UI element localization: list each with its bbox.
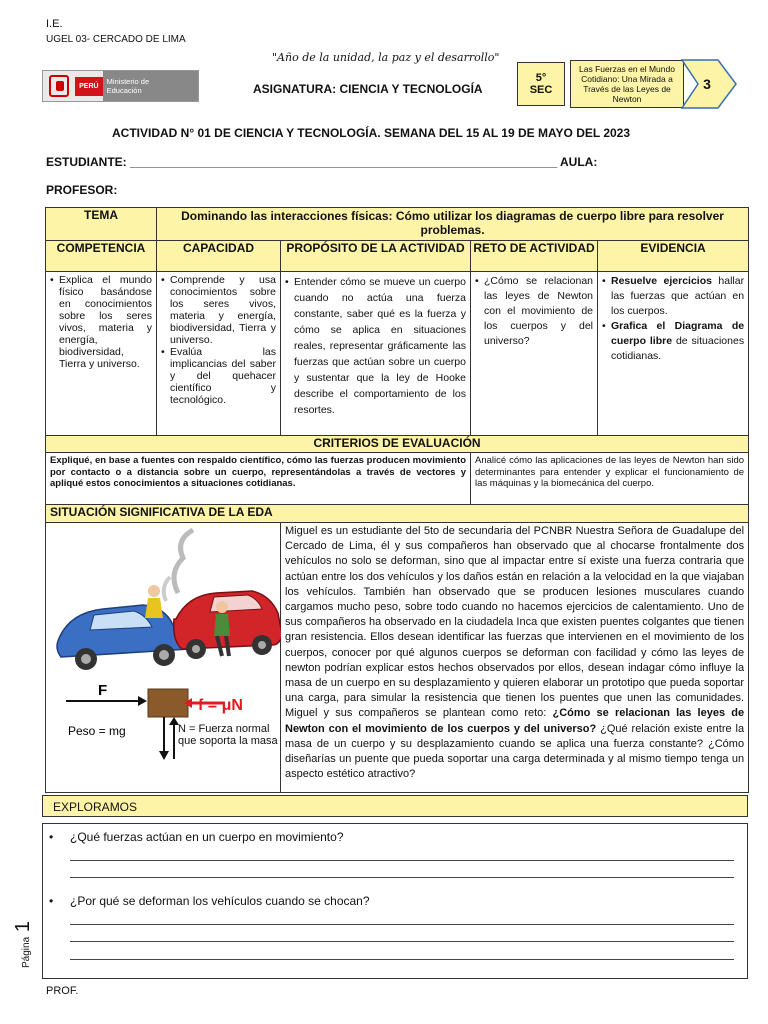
page-label: Página — [21, 936, 32, 968]
evidencia-item-2 — [602, 319, 744, 364]
header-proposito: PROPÓSITO DE LA ACTIVIDAD — [281, 241, 471, 272]
diagram-f-label: F — [98, 682, 108, 699]
header-competencia: COMPETENCIA — [46, 241, 157, 272]
page-indicator — [12, 921, 35, 968]
capacidad-cell — [157, 272, 281, 436]
logo-peru-text: PERÚ — [75, 77, 102, 96]
evidencia-1-rest: hallar las fuerzas que actúan en los cuerpos. — [611, 275, 745, 317]
peru-shield-icon — [49, 75, 69, 97]
section-value: SEC — [529, 84, 553, 96]
answer-line[interactable] — [70, 877, 734, 878]
activity-table — [45, 207, 749, 793]
diagram-weight-label: Peso = mg — [68, 724, 126, 738]
header-capacidad: CAPACIDAD — [157, 241, 281, 272]
proposito-cell — [281, 272, 471, 436]
situacion-illustration — [46, 523, 281, 793]
ugel-label: UGEL 03- CERCADO DE LIMA — [46, 34, 186, 45]
question-1: ¿Qué fuerzas actúan en un cuerpo en movimiento? — [70, 830, 344, 844]
question-bullet: • — [49, 830, 54, 844]
reto-text: • ¿Cómo se relacionan las leyes de Newton con el movimiento de los cuerpos y del universo? — [475, 274, 593, 349]
ministry-logo — [42, 70, 199, 102]
question-2: ¿Por qué se deforman los vehículos cuando se chocan? — [70, 894, 370, 908]
situacion-text-bold: ¿Cómo se relacionan las leyes de Newton con el movimiento de los cuerpos y del universo? — [285, 707, 745, 735]
unit-number: 3 — [703, 76, 711, 92]
competencia-text: • Explica el mundo físico basándose en conocimientos sobre los seres vivos, materia y energía, biodiversidad, Tierra y universo. — [50, 274, 152, 370]
criterio-2: Analicé cómo las aplicaciones de las leyes de Newton han sido determinantes para entender y explicar el funcionamiento de las máquinas y la biomecánica del cuerpo. — [471, 453, 749, 505]
situacion-text-b: ¿Qué relación existe entre la masa de un cuerpo y su desplazamiento cuando se aplica una fuerza constante? ¿Cómo diseñarías un puente que pueda soportar una carga determinada y al mismo tiempo tenga un aspecto estético atractivo? — [285, 722, 745, 781]
criterio-1: Expliqué, en base a fuentes con respaldo científico, cómo las fuerzas producen movimiento por contacto o a distancia sobre un cuerpo, representándolas a través de vectores y apliqué estos conocimientos a situaciones cotidianas. — [46, 453, 471, 505]
grade-value: 5° — [535, 72, 547, 84]
reto-cell — [471, 272, 598, 436]
diagram-normal-label: N = Fuerza normal que soporta la masa — [178, 723, 278, 747]
car-crash-illustration — [46, 523, 281, 789]
evidencia-2-rest: de situaciones cotidianas. — [611, 335, 745, 362]
tema-label: TEMA — [46, 208, 157, 241]
school-label: I.E. — [46, 18, 63, 30]
year-motto: "Año de la unidad, la paz y el desarrollo" — [272, 51, 500, 64]
criterios-label: CRITERIOS DE EVALUACIÓN — [46, 436, 749, 453]
evidencia-item-1 — [602, 274, 744, 319]
page-number: 1 — [12, 920, 34, 933]
evidencia-2-bold: Grafica el Diagrama de cuerpo libre — [611, 320, 745, 347]
capacidad-item: • Evalúa las implicancias del saber y del quehacer científico y tecnológico. — [161, 346, 276, 406]
answer-line[interactable] — [70, 941, 734, 942]
student-line: ESTUDIANTE: ________________________________________________________________ AULA: — [46, 155, 598, 169]
proposito-text: • Entender cómo se mueve un cuerpo cuando no actúa una fuerza constante, saber qué es la fuerza y cómo se aplica en situaciones reales, representar gráficamente las fuerzas que actúan sobre un cuerpo y sustentar que la ley de Hooke describe el comportamiento de los resortes. — [285, 274, 466, 418]
question-bullet: • — [49, 894, 54, 908]
explore-box — [42, 823, 748, 979]
evidencia-cell — [598, 272, 749, 436]
answer-line[interactable] — [70, 959, 734, 960]
answer-line[interactable] — [70, 860, 734, 861]
subject-title: ASIGNATURA: CIENCIA Y TECNOLOGÍA — [253, 82, 483, 96]
diagram-friction-label: f = μN — [198, 697, 243, 714]
competencia-cell — [46, 272, 157, 436]
logo-ministry-text: Ministerio de Educación — [103, 71, 198, 101]
header-evidencia: EVIDENCIA — [598, 241, 749, 272]
situacion-text — [281, 523, 749, 793]
situacion-text-a: Miguel es un estudiante del 5to de secundaria del PCNBR Nuestra Señora de Guadalupe del Cercado de Lima, él y sus compañeros han observado que al chocarse frontalmente dos vehículos no solo se deforman, sino que al impactar entre sí existe una fuerza contraria que actúan entre los dos vehículos y los daños están en relación a la velocidad en la que viajaban los vehículos. También han observado que se producen lesiones musculares cuando cargamos mucho peso, sobre todo cuando no hacemos ejercicios de calentamiento. Uno de sus compañeros ha observado en la ciudadela Inca que existen puentes colgantes que tienen gran resistencia. Ellos desean identificar las fuerzas que intervienen en el movimiento de los cuerpos, conocer por qué algunos cuerpos se deforman con facilidad y cómo las leyes de newton podrían explicar estos hechos observados por ellos, desean indagar cómo influye la masa de un cuerpo en su desplazamiento y quieren elaborar un prototipo que pueda soportar una carga, para simular la resistencia que tienen los puentes que unen las comunidades. Miguel y sus compañeros se plantean como reto: — [285, 525, 745, 720]
grade-box — [517, 62, 565, 106]
teacher-label: PROFESOR: — [46, 183, 118, 197]
situacion-label: SITUACIÓN SIGNIFICATIVA DE LA EDA — [46, 505, 749, 523]
prof-label: PROF. — [46, 985, 79, 997]
unit-title-box: Las Fuerzas en el Mundo Cotidiano: Una Mirada a Través de las Leyes de Newton — [570, 60, 684, 108]
answer-line[interactable] — [70, 924, 734, 925]
explore-label: EXPLORAMOS — [42, 795, 748, 817]
activity-title: ACTIVIDAD N° 01 DE CIENCIA Y TECNOLOGÍA. SEMANA DEL 15 AL 19 DE MAYO DEL 2023 — [112, 126, 631, 140]
evidencia-1-bold: Resuelve ejercicios — [611, 275, 712, 287]
tema-value: Dominando las interacciones físicas: Cómo utilizar los diagramas de cuerpo libre para resolver problemas. — [157, 208, 749, 241]
header-reto: RETO DE ACTIVIDAD — [471, 241, 598, 272]
capacidad-item: • Comprende y usa conocimientos sobre los seres vivos, materia y energía, biodiversidad, Tierra y universo. — [161, 274, 276, 346]
unit-arrow-icon — [680, 58, 740, 110]
